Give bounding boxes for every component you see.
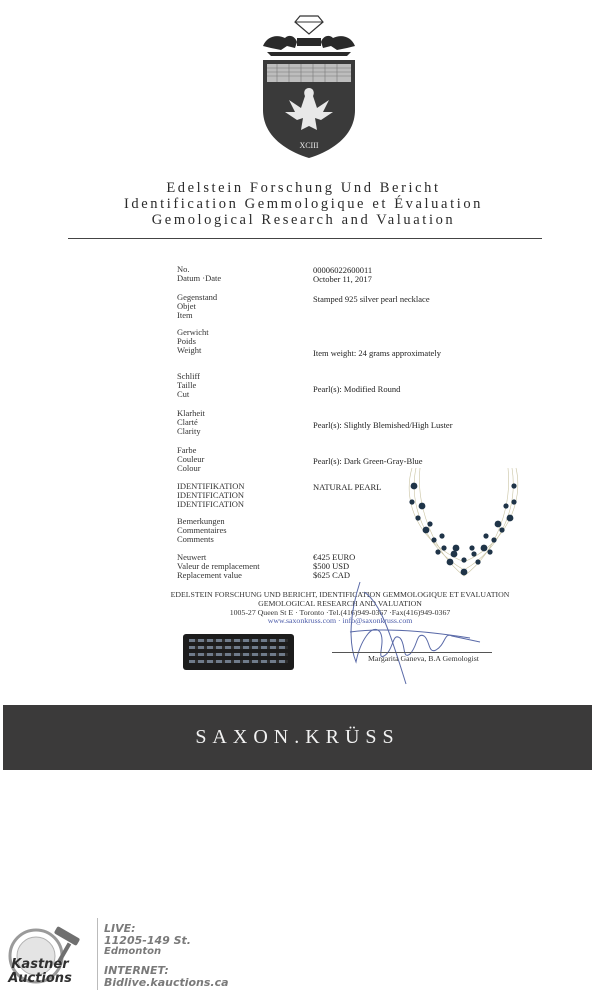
crest-numeral: XCIII [299, 141, 319, 150]
pearl [461, 557, 466, 562]
label-date: Datum ·Date [177, 273, 222, 283]
report-date: October 11, 2017 [313, 274, 372, 284]
pearl [411, 483, 418, 490]
header-line-english: Gemological Research and Valuation [151, 212, 456, 228]
pearl [503, 503, 508, 508]
pearl [447, 559, 454, 566]
signature-image [320, 572, 520, 692]
comments-labels: Bemerkungen Commentaires Comments [177, 516, 227, 544]
number-date-labels [177, 265, 221, 283]
pearl [491, 537, 496, 542]
footer-line3: 1005-27 Queen St E · Toronto ·Tel.(416)949-0367 ·Fax(416)949-0367 [229, 607, 451, 617]
clarity-labels: Klarheit Clarté Clarity [177, 408, 205, 436]
pearl [451, 551, 458, 558]
weight-labels: Gerwicht Poids Weight [177, 327, 209, 355]
crest-emblem [257, 12, 361, 162]
header-divider [68, 238, 542, 239]
pearl [475, 559, 480, 564]
pearl [439, 533, 444, 538]
brand-name: SAXON.KRÜSS [195, 726, 400, 748]
item-labels: Gegenstand Objet Item [177, 292, 218, 320]
pearl [469, 545, 474, 550]
replacement-value-labels: Neuwert Valeur de remplacement Replacement value [177, 552, 260, 580]
pearl [427, 521, 432, 526]
necklace-photo [398, 462, 530, 580]
report-number: 00006022600011 [313, 265, 373, 275]
logo-line2: Auctions [8, 971, 72, 986]
footer-line1: EDELSTEIN FORSCHUNG UND BERICHT, IDENTIFICATION GEMMOLOGIQUE ET EVALUATION [170, 590, 510, 599]
signatory-name: Margarita Ganeva, B.A Gemologist [368, 654, 479, 663]
pearl [511, 499, 516, 504]
pearl [471, 551, 476, 556]
pearl [419, 503, 426, 510]
heraldic-beasts-icon [263, 36, 355, 56]
colour-labels: Farbe Couleur Colour [177, 445, 205, 473]
value-usd: $500 USD [313, 561, 350, 571]
pearl [507, 515, 514, 522]
internet-label: INTERNET: [104, 964, 169, 977]
label-no: No. [177, 264, 190, 274]
live-label: LIVE: [104, 922, 136, 935]
pearl [415, 515, 420, 520]
brand-banner [3, 705, 592, 770]
pearl [435, 549, 440, 554]
header-line-french: Identification Gemmologique et Évaluation [123, 196, 484, 212]
logo-divider [97, 918, 98, 990]
pearl [431, 537, 436, 542]
auction-logo [6, 926, 92, 988]
pearl [511, 483, 516, 488]
pearl [483, 533, 488, 538]
clarity-value: Pearl(s): Slightly Blemished/High Luster [313, 420, 453, 430]
identification-labels: IDENTIFIKATION IDENTIFICATION IDENTIFICATION [177, 481, 245, 509]
item-value: Stamped 925 silver pearl necklace [313, 294, 430, 304]
pearl [441, 545, 446, 550]
pearl [453, 545, 460, 552]
pearl [409, 499, 414, 504]
value-euro: €425 EURO [313, 552, 356, 562]
colour-value: Pearl(s): Dark Green-Gray-Blue [313, 456, 423, 466]
identification-value: NATURAL PEARL [313, 482, 382, 492]
logo-line1: Kastner [11, 957, 69, 972]
footer-line2: GEMOLOGICAL RESEARCH AND VALUATION [258, 598, 422, 608]
diamond-icon [295, 16, 323, 34]
weight-value: Item weight: 24 grams approximately [313, 348, 441, 358]
cut-value: Pearl(s): Modified Round [313, 384, 401, 394]
live-address1: 11205-149 St. [104, 934, 191, 947]
pearl [499, 527, 504, 532]
cut-labels: Schliff Taille Cut [177, 371, 200, 399]
footer-website[interactable]: www.saxonkruss.com · info@saxonkruss.com [267, 616, 413, 626]
header-line-german: Edelstein Forschung Und Bericht [166, 180, 441, 196]
security-hologram [183, 634, 294, 670]
live-address2: Edmonton [104, 946, 162, 957]
pearl [495, 521, 502, 528]
signature-line [332, 652, 492, 653]
pearl [481, 545, 488, 552]
auction-website[interactable]: Bidlive.kauctions.ca [104, 976, 229, 989]
value-cad: $625 CAD [313, 570, 351, 580]
pearl [487, 549, 492, 554]
pearl [423, 527, 430, 534]
